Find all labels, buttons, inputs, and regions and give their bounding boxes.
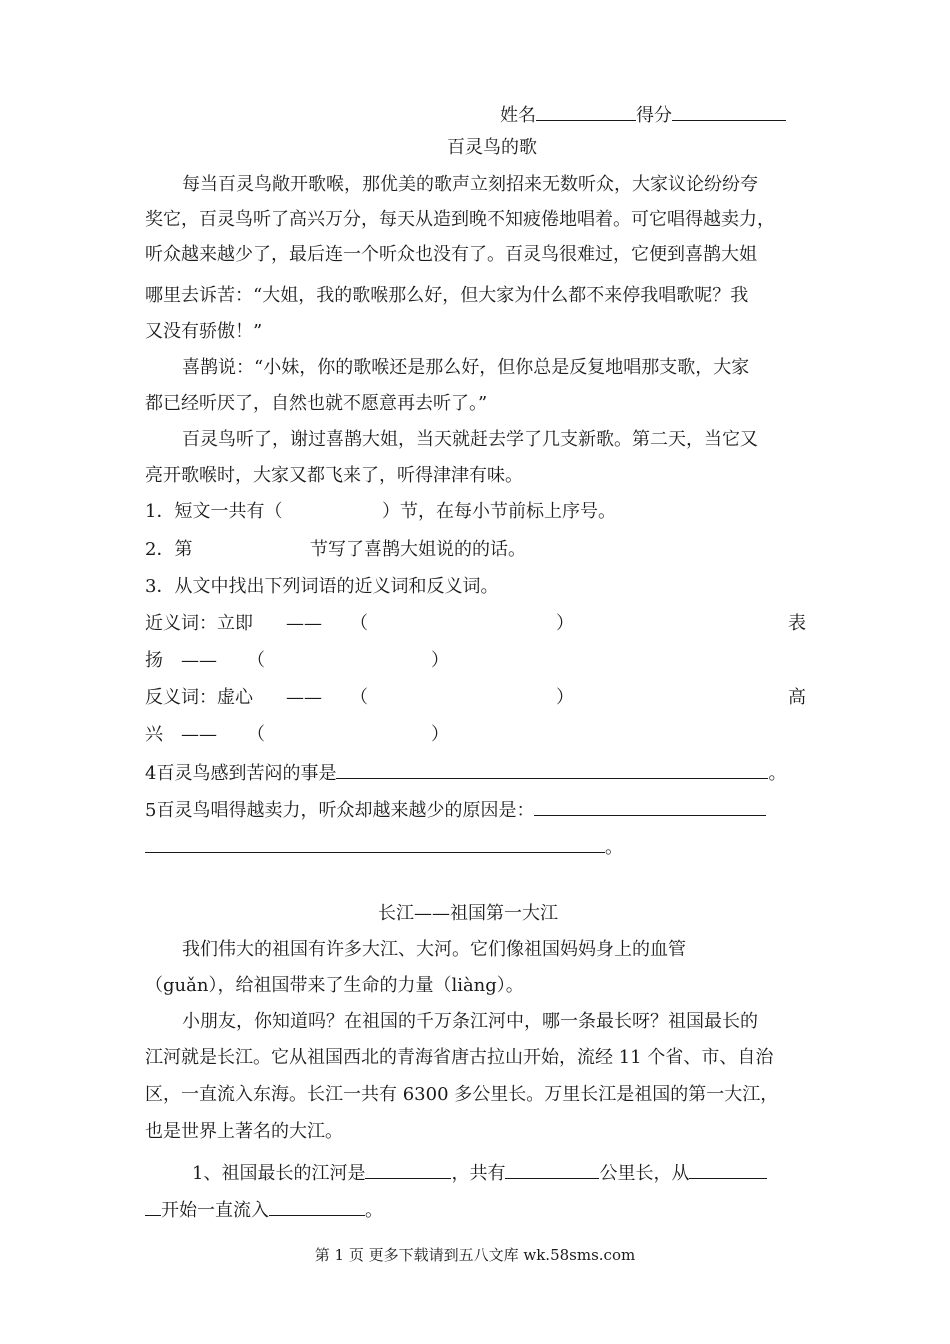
name-label: 姓名 (500, 105, 536, 126)
story2-line-2: （guǎn），给祖国带来了生命的力量（liàng）。 (145, 975, 524, 996)
question-5 (145, 797, 766, 823)
question-1-part-a: 1．短文一共有（ (145, 501, 283, 522)
story2-title: 长江——祖国第一大江 (378, 903, 558, 924)
antonym-open-paren-1: （ (350, 687, 368, 708)
question-4-blank (336, 760, 768, 779)
story1-line-5: 又没有骄傲！” (145, 321, 263, 342)
story2-q1-end: 。 (365, 1200, 383, 1221)
story2-line-3: 小朋友，你知道吗？在祖国的千万条江河中，哪一条最长呀？祖国最长的 (182, 1011, 758, 1032)
story1-line-7: 都已经听厌了，自然也就不愿意再去听了。” (145, 393, 488, 414)
story1-line-3: 听众越来越少了，最后连一个听众也没有了。百灵鸟很难过，它便到喜鹊大姐 (145, 244, 757, 265)
story2-q1-text-a: 1、祖国最长的江河是 (192, 1163, 366, 1184)
story2-line-5: 区，一直流入东海。长江一共有 6300 多公里长。万里长江是祖国的第一大江， (145, 1084, 779, 1105)
question-5-text: 5百灵鸟唱得越卖力，听众却越来越少的原因是： (145, 800, 535, 821)
synonym-label: 近义词：立即 (145, 613, 253, 634)
question-4 (145, 760, 786, 786)
story2-q1-text-b: ，共有 (451, 1163, 506, 1184)
synonym-close-paren-2: ） (431, 650, 449, 671)
score-label: 得分 (636, 105, 672, 126)
name-blank (536, 102, 636, 121)
story1-line-6: 喜鹊说：“小妹，你的歌喉还是那么好，但你总是反复地唱那支歌，大家 (182, 357, 750, 378)
story2-line-1: 我们伟大的祖国有许多大江、大河。它们像祖国妈妈身上的血管 (182, 939, 686, 960)
synonym-open-paren-1: （ (350, 613, 368, 634)
score-blank (672, 102, 786, 121)
story1-line-2: 奖它，百灵鸟听了高兴万分，每天从造到晚不知疲倦地唱着。可它唱得越卖力， (145, 209, 775, 230)
synonym-open-paren-2: （ (247, 650, 265, 671)
antonym-dash-2: —— (181, 724, 217, 745)
question-4-end: 。 (768, 763, 787, 784)
story2-q1-blank-2 (505, 1160, 599, 1179)
story1-line-8: 百灵鸟听了，谢过喜鹊大姐，当天就赶去学了几支新歌。第二天，当它又 (182, 429, 758, 450)
antonym-close-paren-1: ） (556, 687, 574, 708)
story1-line-9: 亮开歌喉时，大家又都飞来了，听得津津有味。 (145, 465, 523, 486)
antonym-label: 反义词：虚心 (145, 687, 253, 708)
question-5-end: 。 (605, 837, 623, 858)
story1-line-1: 每当百灵鸟敞开歌喉，那优美的歌声立刻招来无数听众，大家议论纷纷夸 (182, 174, 758, 195)
story2-question-1 (192, 1160, 767, 1186)
antonym-open-paren-2: （ (247, 724, 265, 745)
story2-q1-text-d: 开始一直流入 (161, 1200, 269, 1221)
story2-q1-text-c: 公里长，从 (599, 1163, 690, 1184)
antonym-close-paren-2: ） (431, 724, 449, 745)
antonym-word-2-a: 高 (788, 687, 806, 708)
story2-question-1-continued (145, 1197, 383, 1223)
question-5-continued (145, 834, 623, 860)
synonym-word-2-b: 扬 (145, 650, 163, 671)
question-4-text: 4百灵鸟感到苦闷的事是 (145, 763, 337, 784)
question-5-blank-2 (145, 834, 605, 853)
synonym-close-paren-1: ） (556, 613, 574, 634)
story2-line-6: 也是世界上著名的大江。 (145, 1121, 343, 1142)
question-5-blank-1 (534, 797, 766, 816)
page-footer: 第 1 页 更多下载请到五八文库 wk.58sms.com (314, 1246, 636, 1264)
question-2-part-b: 节写了喜鹊大姐说的的话。 (310, 539, 526, 560)
story2-q1-blank-3-cont (145, 1197, 161, 1216)
question-3: 3．从文中找出下列词语的近义词和反义词。 (145, 576, 499, 597)
story1-line-4: 哪里去诉苦：“大姐，我的歌喉那么好，但大家为什么都不来停我唱歌呢？我 (145, 285, 749, 306)
question-2-part-a: 2．第 (145, 539, 193, 560)
story2-q1-blank-4 (269, 1197, 365, 1216)
name-score-header (500, 102, 786, 128)
synonym-dash-2: —— (181, 650, 217, 671)
story2-q1-blank-3 (689, 1160, 767, 1179)
story2-line-4: 江河就是长江。它从祖国西北的青海省唐古拉山开始，流经 11 个省、市、自治 (145, 1047, 774, 1068)
question-1-part-b: ）节，在每小节前标上序号。 (382, 501, 616, 522)
story1-title: 百灵鸟的歌 (447, 137, 537, 158)
synonym-word-2-a: 表 (788, 613, 806, 634)
antonym-word-2-b: 兴 (145, 724, 163, 745)
antonym-dash-1: —— (286, 687, 322, 708)
synonym-dash-1: —— (286, 613, 322, 634)
story2-q1-blank-1 (365, 1160, 451, 1179)
